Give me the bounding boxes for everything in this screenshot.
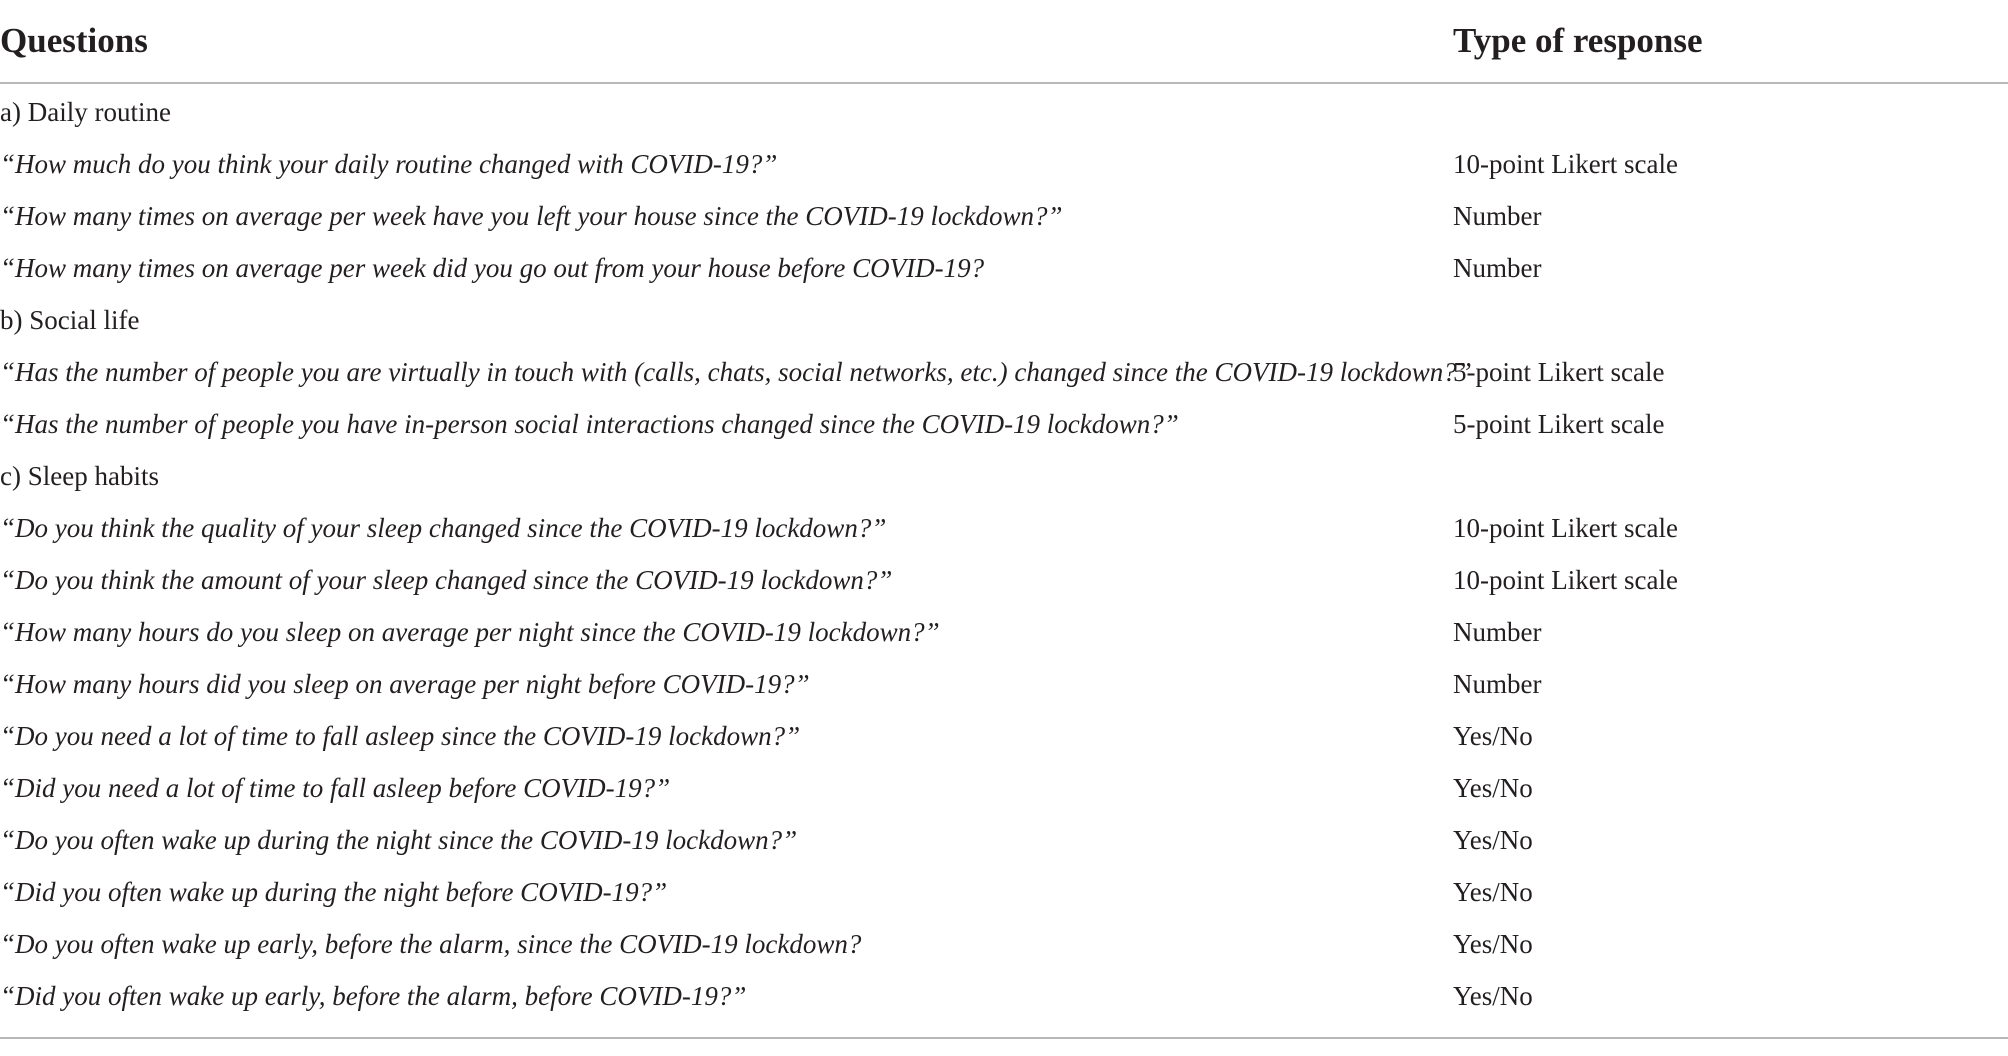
table-row — [0, 918, 2008, 970]
table-row — [0, 502, 2008, 554]
question-cell: “Do you often wake up during the night since the COVID-19 lockdown?” — [0, 825, 798, 855]
response-cell: Yes/No — [1453, 929, 1533, 959]
table-body — [0, 84, 2008, 1022]
table-row — [0, 866, 2008, 918]
table-row — [0, 970, 2008, 1022]
table-row — [0, 138, 2008, 190]
table-row — [0, 242, 2008, 294]
section-label: a) Daily routine — [0, 97, 171, 127]
column-header-type-of-response: Type of response — [1453, 21, 1703, 60]
response-cell: 10-point Likert scale — [1453, 149, 1678, 179]
response-cell: 5-point Likert scale — [1453, 409, 1665, 439]
response-cell: Number — [1453, 253, 1542, 283]
section-row-daily-routine — [0, 86, 2008, 138]
question-cell: “Did you often wake up early, before the alarm, before COVID-19?” — [0, 981, 747, 1011]
question-cell: “How many hours did you sleep on average per night before COVID-19?” — [0, 669, 810, 699]
table-row — [0, 710, 2008, 762]
response-cell: Yes/No — [1453, 825, 1533, 855]
table-row — [0, 658, 2008, 710]
question-cell: “Did you often wake up during the night before COVID-19?” — [0, 877, 668, 907]
table-bottom-rule — [0, 1037, 2008, 1039]
section-label: c) Sleep habits — [0, 461, 159, 491]
section-label: b) Social life — [0, 305, 140, 335]
response-cell: Yes/No — [1453, 721, 1533, 751]
response-cell: 10-point Likert scale — [1453, 513, 1678, 543]
question-cell: “How many times on average per week have you left your house since the COVID-19 lockdown?” — [0, 201, 1063, 231]
table-header — [0, 0, 2008, 84]
question-cell: “Did you need a lot of time to fall asleep before COVID-19?” — [0, 773, 671, 803]
table-row — [0, 814, 2008, 866]
question-cell: “Has the number of people you have in-person social interactions changed since the COVID-19 lockdown?” — [0, 409, 1179, 439]
question-cell: “How many times on average per week did you go out from your house before COVID-19? — [0, 253, 985, 283]
response-cell: Yes/No — [1453, 773, 1533, 803]
question-cell: “Do you think the quality of your sleep changed since the COVID-19 lockdown?” — [0, 513, 887, 543]
question-cell: “Do you think the amount of your sleep changed since the COVID-19 lockdown?” — [0, 565, 893, 595]
response-cell: Number — [1453, 669, 1542, 699]
column-header-questions: Questions — [0, 21, 148, 60]
table-row — [0, 346, 2008, 398]
table-row — [0, 398, 2008, 450]
section-row-sleep-habits — [0, 450, 2008, 502]
question-cell: “How many hours do you sleep on average per night since the COVID-19 lockdown?” — [0, 617, 940, 647]
response-cell: Number — [1453, 617, 1542, 647]
response-cell: Yes/No — [1453, 981, 1533, 1011]
response-cell: Yes/No — [1453, 877, 1533, 907]
response-cell: Number — [1453, 201, 1542, 231]
table-row — [0, 554, 2008, 606]
question-cell: “Has the number of people you are virtually in touch with (calls, chats, social networks, etc.) changed since the COVID-19 lockdown?” — [0, 357, 1472, 387]
question-cell: “Do you need a lot of time to fall asleep since the COVID-19 lockdown?” — [0, 721, 801, 751]
question-cell: “How much do you think your daily routine changed with COVID-19?” — [0, 149, 778, 179]
table-row — [0, 190, 2008, 242]
response-cell: 10-point Likert scale — [1453, 565, 1678, 595]
section-row-social-life — [0, 294, 2008, 346]
table-row — [0, 606, 2008, 658]
question-cell: “Do you often wake up early, before the alarm, since the COVID-19 lockdown? — [0, 929, 862, 959]
response-cell: 5-point Likert scale — [1453, 357, 1665, 387]
table-row — [0, 762, 2008, 814]
